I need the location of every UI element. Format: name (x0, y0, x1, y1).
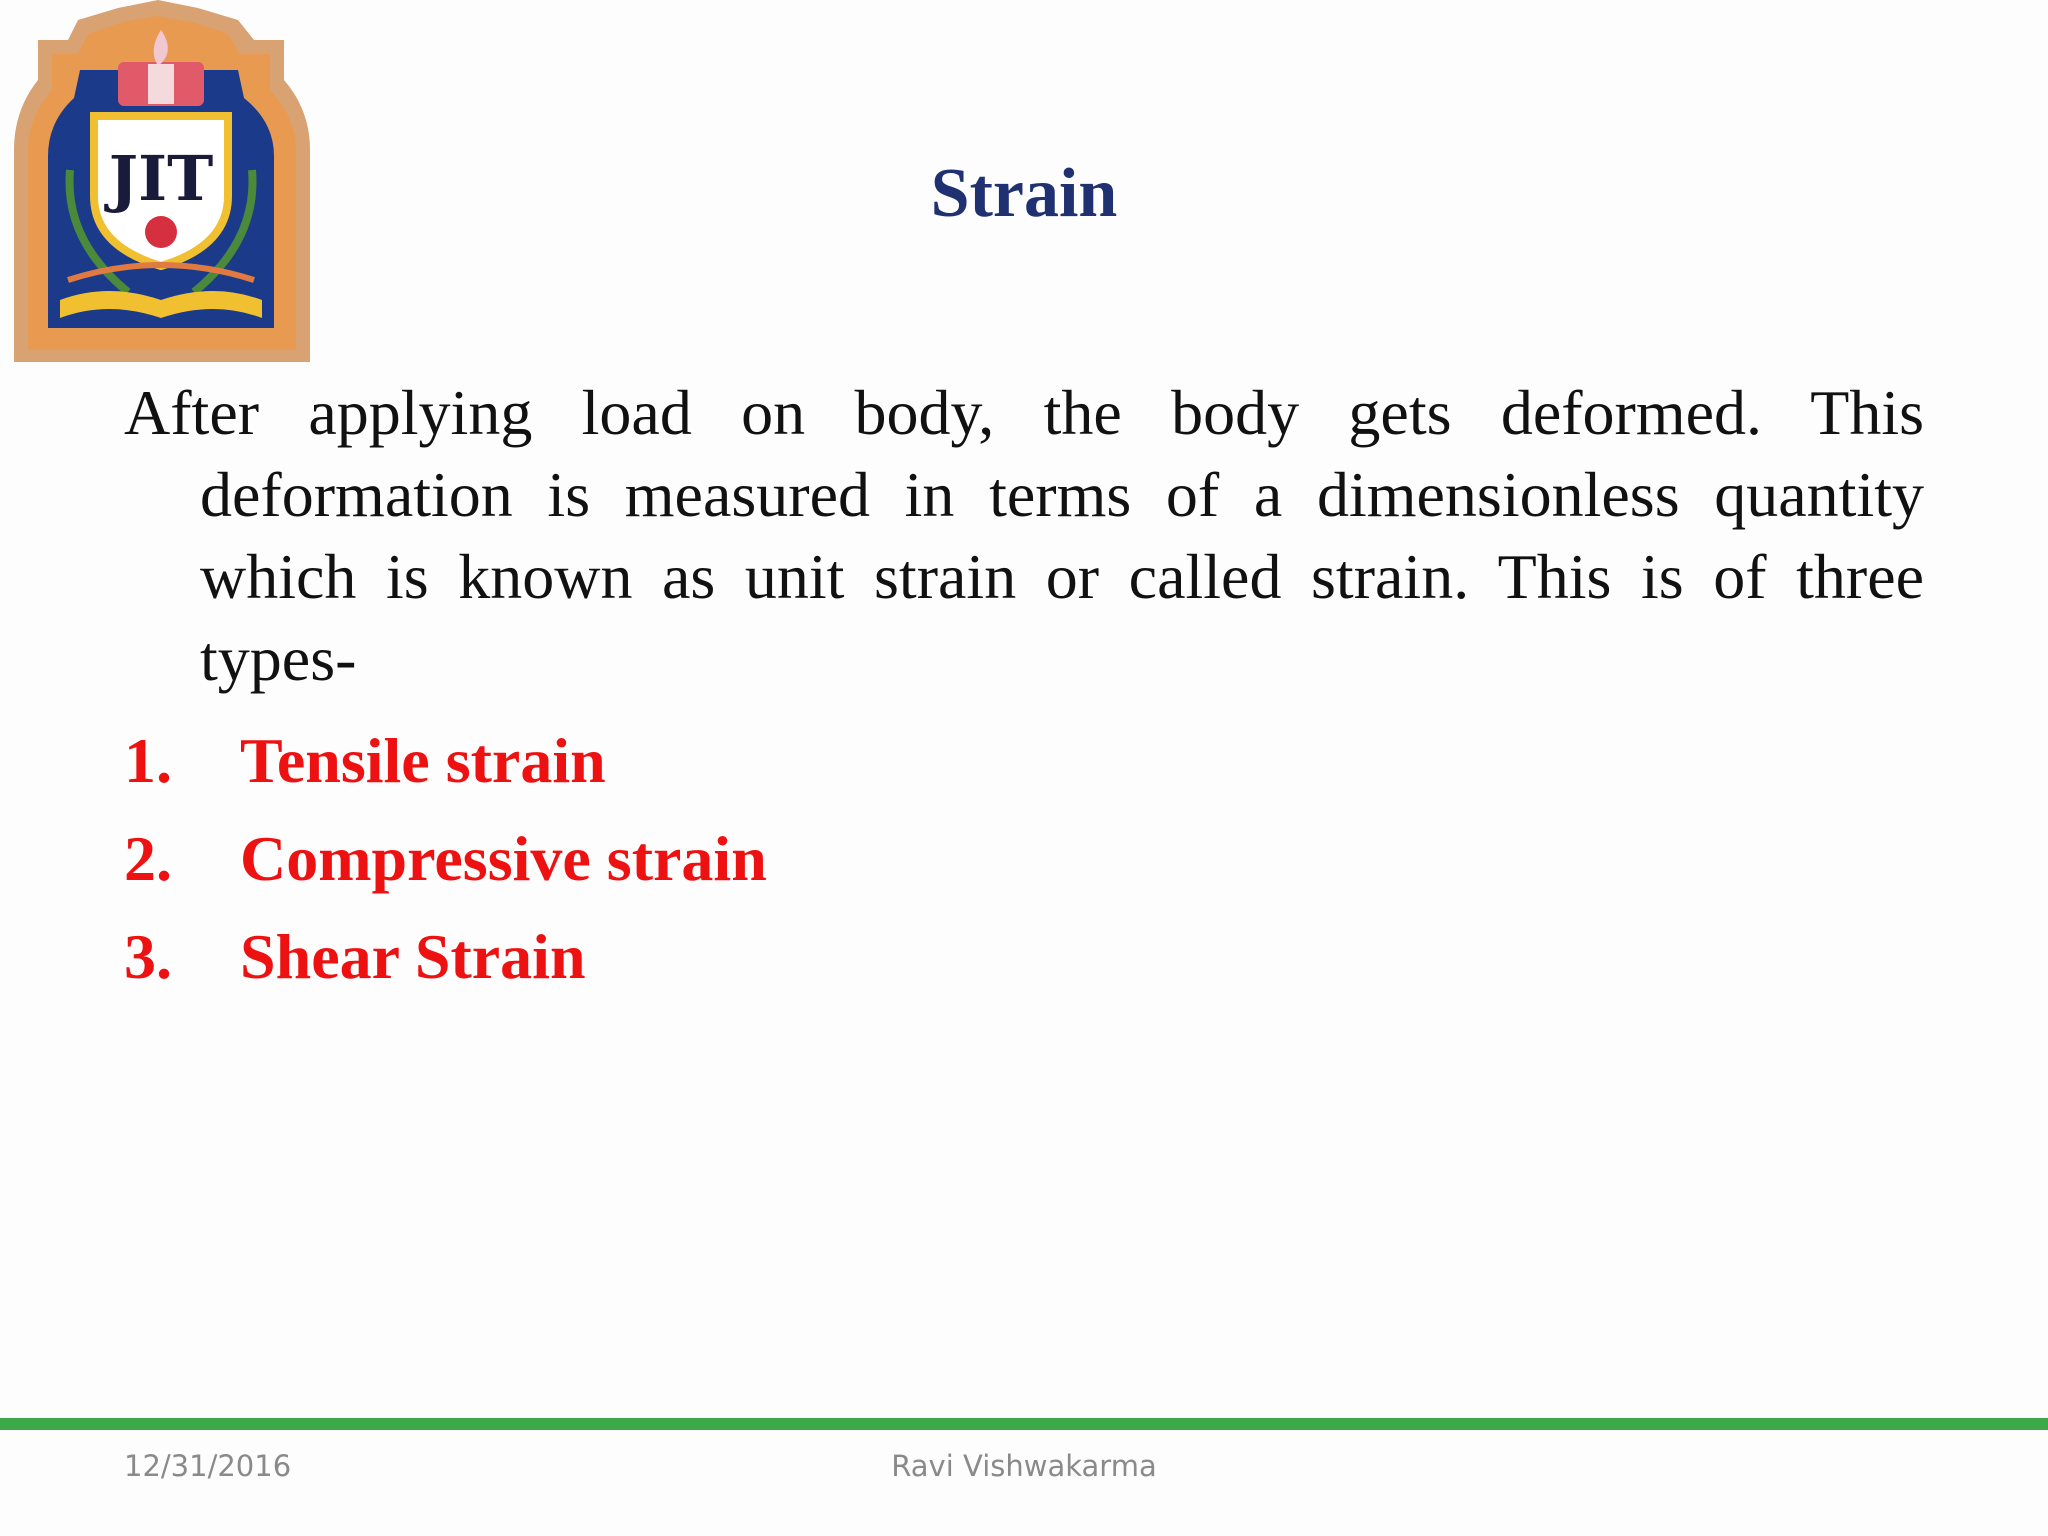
logo-text: JIT (108, 142, 214, 215)
slide-title: Strain (930, 155, 1118, 232)
strain-types-list (124, 712, 767, 1006)
list-item-number: 2. (124, 823, 172, 894)
list-item-label: Compressive strain (240, 823, 767, 894)
list-item (124, 712, 767, 810)
list-item-number: 1. (124, 725, 172, 796)
list-item (124, 810, 767, 908)
list-item (124, 908, 767, 1006)
list-item-label: Tensile strain (240, 725, 606, 796)
footer-date: 12/31/2016 (124, 1449, 292, 1483)
slide-body-text: After applying load on body, the body gets deformed. This deformation is measured in terms of a dimensionless quantity which is known as unit strain or called strain. This is of three types- (124, 377, 1924, 694)
footer-divider (0, 1418, 2048, 1430)
footer-author: Ravi Vishwakarma (891, 1449, 1157, 1483)
list-item-number: 3. (124, 921, 172, 992)
list-item-label: Shear Strain (240, 921, 586, 992)
